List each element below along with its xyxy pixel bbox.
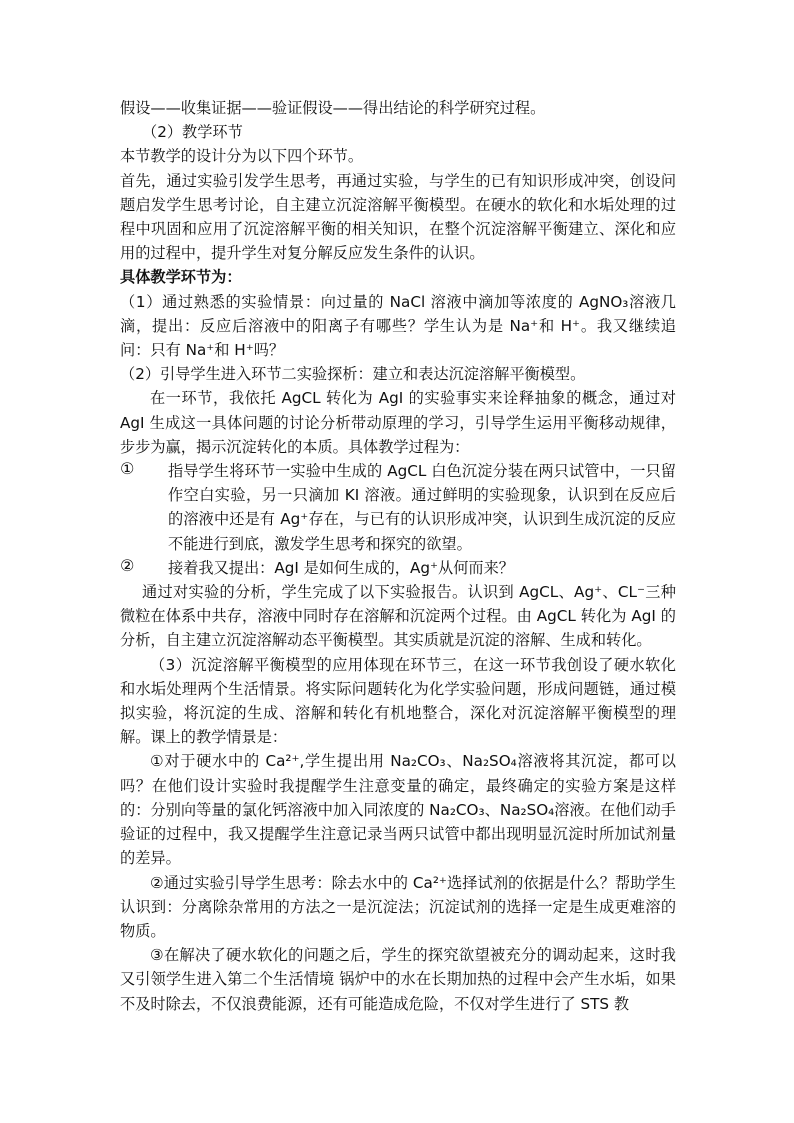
- list-marker: ①: [120, 459, 135, 479]
- paragraph: 首先，通过实验引发学生思考，再通过实验，与学生的已有知识形成冲突，创设问题启发学生思考讨论，自主建立沉淀溶解平衡模型。在硬水的软化和水垢处理的过程中巩固和应用了沉淀溶解平衡的相关知识，在整个沉淀溶解平衡建立、深化和应用的过程中，提升学生对复分解反应发生条件的认识。: [120, 171, 676, 263]
- list-text: 接着我又提出：AgI 是如何生成的，Ag⁺从何而来？: [168, 558, 514, 577]
- paragraph: ③在解决了硬水软化的问题之后，学生的探究欲望被充分的调动起来，这时我又引领学生进入第二个生活情境 锅炉中的水在长期加热的过程中会产生水垢，如果不及时除去，不仅浪费能源，还有可能造成危险，不仅对学生进行了 STS 教: [120, 946, 676, 1013]
- section-heading: （2）教学环节: [142, 123, 243, 142]
- paragraph: ①对于硬水中的 Ca²⁺,学生提出用 Na₂CO₃、Na₂SO₄溶液将其沉淀，都可以吗？在他们设计实验时我提醒学生注意变量的确定，最终确定的实验方案是这样的：分别向等量的氯化钙溶液中加入同浓度的 Na₂CO₃、Na₂SO₄溶液。在他们动手验证的过程中，我又提醒学生注意记录当两只试管中都出现明显沉淀时所加试剂量的差异。: [120, 752, 676, 868]
- bold-heading: 具体教学环节为：: [120, 268, 242, 287]
- paragraph: 本节教学的设计分为以下四个环节。: [120, 147, 363, 166]
- paragraph: 在一环节，我依托 AgCL 转化为 AgI 的实验事实来诠释抽象的概念，通过对 AgI 生成这一具体问题的讨论分析带动原理的学习，引导学生运用平衡移动规律，步步为赢，揭示沉淀转化的本质。具体教学过程为：: [120, 389, 676, 456]
- paragraph: 通过对实验的分析，学生完成了以下实验报告。认识到 AgCL、Ag⁺、CL⁻三种微粒在体系中共存，溶液中同时存在溶解和沉淀两个过程。由 AgCL 转化为 AgI 的分析，自主建立沉淀溶解动态平衡模型。其实质就是沉淀的溶解、生成和转化。: [120, 583, 676, 650]
- paragraph: （2）引导学生进入环节二实验探析：建立和表达沉淀溶解平衡模型。: [120, 365, 586, 384]
- paragraph: ②通过实验引导学生思考：除去水中的 Ca²⁺选择试剂的依据是什么？帮助学生认识到：分离除杂常用的方法之一是沉淀法；沉淀试剂的选择一定是生成更难溶的物质。: [120, 873, 676, 940]
- list-marker: ②: [120, 555, 135, 575]
- paragraph: （1）通过熟悉的实验情景：向过量的 NaCl 溶液中滴加等浓度的 AgNO₃溶液几滴，提出：反应后溶液中的阳离子有哪些？学生认为是 Na⁺和 H⁺。我又继续追问：只有 Na⁺和 H⁺吗？: [120, 292, 676, 360]
- paragraph: （3）沉淀溶解平衡模型的应用体现在环节三，在这一环节我创设了硬水软化和水垢处理两个生活情景。将实际问题转化为化学实验问题，形成问题链，通过模拟实验，将沉淀的生成、溶解和转化有机地整合，深化对沉淀溶解平衡模型的理解。课上的教学情景是：: [120, 655, 676, 747]
- list-item: [120, 556, 676, 580]
- list-text: 指导学生将环节一实验中生成的 AgCL 白色沉淀分装在两只试管中，一只留作空白实验，另一只滴加 KI 溶液。通过鲜明的实验现象，认识到在反应后的溶液中还是有 Ag⁺存在，与已有的认识形成冲突，认识到生成沉淀的反应不能进行到底，激发学生思考和探究的欲望。: [168, 462, 676, 553]
- list-item: [120, 459, 676, 556]
- document-page: [120, 96, 676, 1016]
- paragraph: 假设——收集证据——验证假设——得出结论的科学研究过程。: [120, 99, 546, 117]
